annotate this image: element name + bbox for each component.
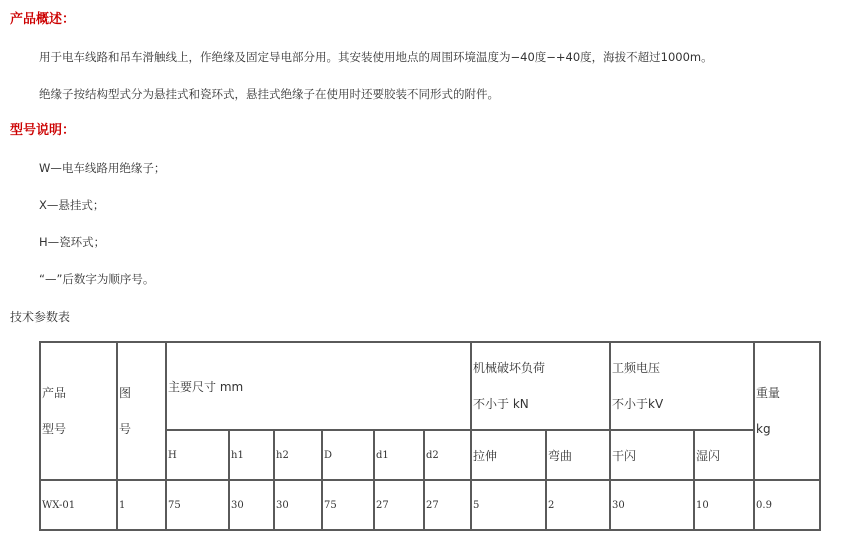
model-line-h: H—瓷环式； [39, 235, 106, 249]
cell-wet-flash: 10 [694, 480, 754, 530]
header-model: 产品 型号 [40, 342, 117, 480]
header-voltage: 工频电压 不小于kV [610, 342, 754, 430]
subheader-h1: h1 [229, 430, 274, 480]
cell-d1: 27 [374, 480, 424, 530]
subheader-bending: 弯曲 [546, 430, 610, 480]
subheader-wet-flash: 湿闪 [694, 430, 754, 480]
cell-bending: 2 [546, 480, 610, 530]
subheader-dry-flash: 干闪 [610, 430, 694, 480]
table-title: 技术参数表 [10, 310, 71, 324]
model-line-x: X—悬挂式； [39, 198, 105, 212]
subheader-h2: h2 [274, 430, 322, 480]
subheader-H: H [166, 430, 229, 480]
table-row [40, 480, 820, 530]
cell-dry-flash: 30 [610, 480, 694, 530]
cell-H: 75 [166, 480, 229, 530]
cell-h1: 30 [229, 480, 274, 530]
spec-table [39, 341, 821, 531]
cell-d2: 27 [424, 480, 471, 530]
model-line-suffix: “—”后数字为顺序号。 [39, 272, 155, 286]
header-mechanical-load: 机械破坏负荷 不小于 kN [471, 342, 610, 430]
cell-D: 75 [322, 480, 374, 530]
header-dimensions: 主要尺寸 mm [166, 342, 471, 430]
subheader-d2: d2 [424, 430, 471, 480]
header-weight: 重量 kg [754, 342, 820, 480]
subheader-d1: d1 [374, 430, 424, 480]
cell-h2: 30 [274, 480, 322, 530]
cell-figure: 1 [117, 480, 166, 530]
overview-paragraph-1: 用于电车线路和吊车滑触线上，作绝缘及固定导电部分用。其安装使用地点的周围环境温度为−40度−+40度，海拔不超过1000m。 [39, 50, 713, 64]
header-figure: 图 号 [117, 342, 166, 480]
overview-paragraph-2: 绝缘子按结构型式分为悬挂式和瓷环式，悬挂式绝缘子在使用时还要胶装不同形式的附件。 [39, 87, 499, 101]
model-line-w: W—电车线路用绝缘子； [39, 161, 166, 175]
cell-tension: 5 [471, 480, 546, 530]
table-header-row [40, 342, 820, 430]
subheader-D: D [322, 430, 374, 480]
model-heading: 型号说明： [10, 123, 76, 138]
subheader-tension: 拉伸 [471, 430, 546, 480]
cell-weight: 0.9 [754, 480, 820, 530]
cell-model: WX-01 [40, 480, 117, 530]
overview-heading: 产品概述： [10, 12, 76, 27]
